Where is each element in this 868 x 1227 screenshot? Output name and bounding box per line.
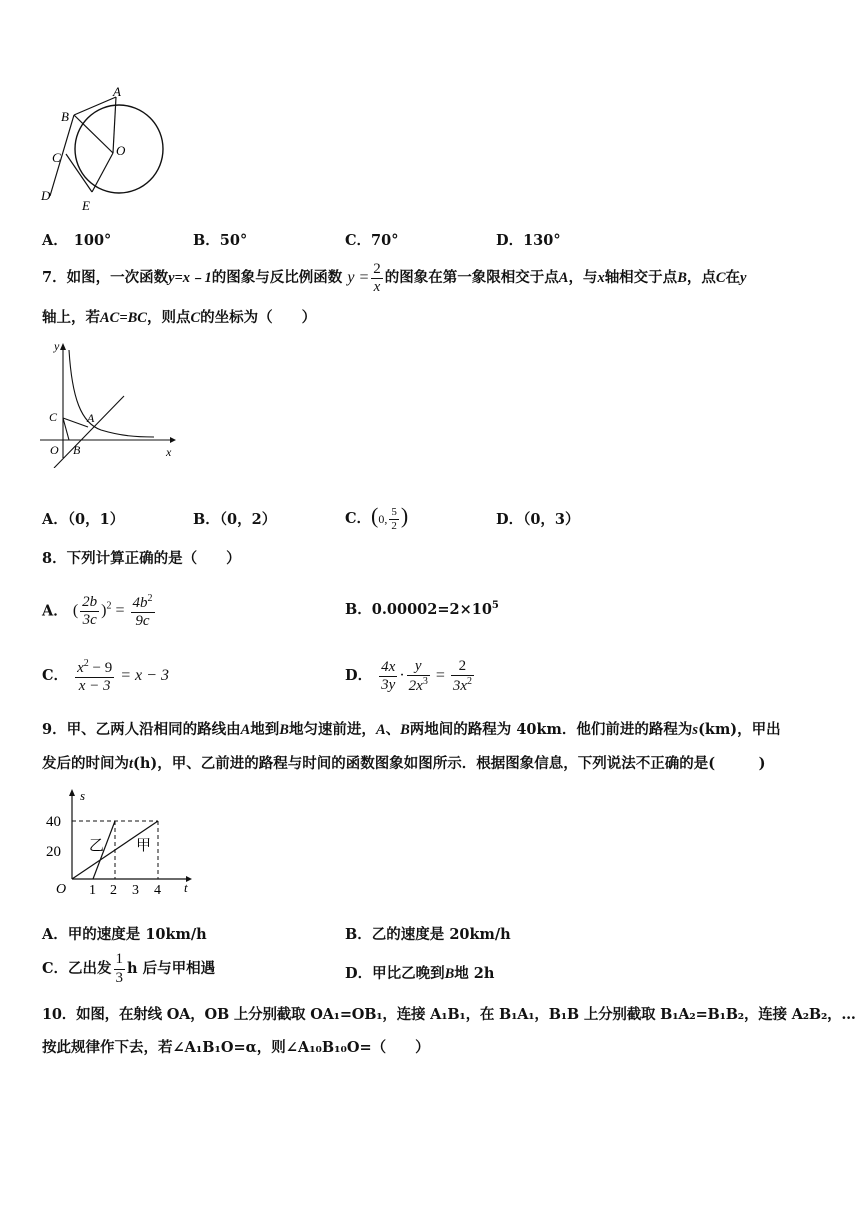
q6-label-A: A (113, 84, 121, 99)
q10-stem-line2: 按此规律作下去，若∠A₁B₁O=α，则∠A₁₀B₁₀O=（ ） (42, 1039, 430, 1056)
q7-function-graph (36, 338, 186, 468)
q7-linear-line (54, 396, 124, 468)
q6-label-O: O (116, 143, 126, 158)
q8-option-c[interactable]: C． $\frac{x^2 - 9}{x - 3}$ = x − 3 (42, 657, 169, 694)
q9-t-label: t (184, 880, 188, 895)
q7-hyperbola (69, 350, 154, 437)
q7-option-a[interactable]: A．（0，1） (42, 511, 125, 528)
q9-x-tick-3: 3 (132, 883, 139, 896)
q7-label-C: C (49, 410, 58, 424)
q6-circle-figure (36, 84, 176, 214)
q9-s-label: s (80, 788, 86, 803)
q6-label-E: E (82, 198, 90, 213)
q9-label-jia: 甲 (136, 838, 152, 854)
q7-label-x: x (166, 445, 172, 459)
q6-option-d[interactable]: D．130° (496, 232, 561, 249)
q6-option-c[interactable]: C．70° (345, 232, 399, 249)
q6-label-C: C (52, 150, 61, 165)
q8-option-d[interactable]: D． $\frac{4x}{3y}$ · $\frac{y}{2x^3}$ = $\frac{2}{3x^2}$ (345, 657, 473, 694)
q7-option-d[interactable]: D．（0，3） (496, 511, 580, 528)
q7-label-A: A (87, 411, 95, 425)
q9-distance-time-graph (38, 786, 208, 896)
q6-label-D: D (41, 188, 51, 203)
q8-stem: 8．下列计算正确的是（ ） (42, 550, 241, 567)
q9-origin-label: O (56, 882, 67, 896)
q7-label-y: y (54, 339, 60, 353)
q9-option-d[interactable]: D．甲比乙晚到B地 2h (345, 965, 495, 982)
q9-stem-line2: 发后的时间为t(h)，甲、乙前进的路程与时间的函数图象如图所示．根据图象信息，下列说法不正确的是( ) (42, 755, 766, 772)
q6-option-b[interactable]: B．50° (193, 232, 248, 249)
q7-option-b[interactable]: B．（0，2） (193, 511, 277, 528)
q6-label-B: B (61, 109, 69, 124)
q7-stem-line2: 轴上，若AC=BC，则点C的坐标为（ ） (42, 309, 317, 326)
q7-option-c[interactable]: C．(0, $\frac{5}{2}$ ) (345, 503, 409, 532)
q6-option-a[interactable]: A． 100° (42, 232, 112, 249)
q9-x-tick-2: 2 (110, 883, 117, 896)
q9-label-yi: 乙 (89, 838, 105, 854)
q10-stem-line1: 10．如图，在射线 OA，OB 上分别截取 OA₁=OB₁，连接 A₁B₁，在 B₁A₁，B₁B 上分别截取 B₁A₂=B₁B₂，连接 A₂B₂，… (42, 1006, 856, 1023)
q7-inverse-function: y = $\frac{2}{x}$ (347, 260, 381, 295)
q8-option-b[interactable]: B．$0.00002=2\times 10^5$ (345, 600, 499, 618)
q9-x-tick-1: 1 (89, 883, 96, 896)
q8-option-a[interactable]: A． ( $\frac{2b}{3c}$ )$^2$ = $\frac{4b^2}{9c}$ (42, 592, 153, 630)
q7-stem-line1: 7．如图，一次函数y=x﹣1的图象与反比例函数 y = $\frac{2}{x}$ 的图象在第一象限相交于点A，与x轴相交于点B，点C在y (42, 260, 747, 295)
q9-stem-line1: 9．甲、乙两人沿相同的路线由A地到B地匀速前进，A、B两地间的路程为 40km．他们前进的路程为s(km)，甲出 (42, 721, 781, 738)
q7-label-O: O (50, 443, 59, 457)
q9-y-tick-40: 40 (46, 814, 61, 830)
q7-label-B: B (73, 443, 81, 457)
q9-option-b[interactable]: B．乙的速度是 20km/h (345, 926, 511, 943)
q9-option-a[interactable]: A．甲的速度是 10km/h (42, 926, 207, 943)
q9-option-c[interactable]: C．乙出发 $\frac{1}{3}$ h 后与甲相遇 (42, 951, 216, 986)
q9-y-tick-20: 20 (46, 844, 61, 860)
q9-x-tick-4: 4 (154, 883, 161, 896)
